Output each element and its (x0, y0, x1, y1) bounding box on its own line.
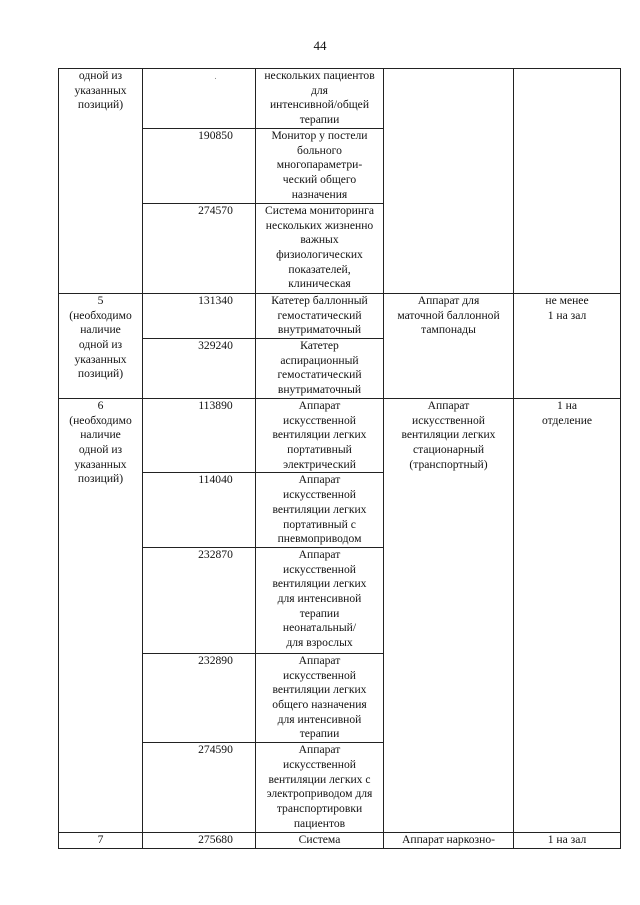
table-row (59, 398, 621, 473)
name-cell: Аппарат искусственной вентиляции легких с электроприводом для транспортировки пациентов (256, 743, 384, 833)
table-row (59, 293, 621, 338)
table-row (59, 833, 621, 849)
code-cell: 113890 (143, 398, 256, 473)
name-cell: Аппарат искусственной вентиляции легких для интенсивной терапии неонатальный/ для взрослых (256, 547, 384, 653)
group-label-cell: 5 (необходимо наличие одной из указанных позиций) (59, 293, 143, 398)
name-cell: Аппарат искусственной вентиляции легких портативный электрический (256, 398, 384, 473)
code-cell: . (143, 69, 256, 129)
quantity-cell: 1 на зал (514, 833, 621, 849)
code-cell: 274570 (143, 203, 256, 293)
code-cell: 131340 (143, 293, 256, 338)
name-cell: Монитор у постели больного многопараметри- ческий общего назначения (256, 128, 384, 203)
group-label-cell: 7 (59, 833, 143, 849)
quantity-cell: не менее 1 на зал (514, 293, 621, 398)
quantity-cell: 1 на отделение (514, 398, 621, 832)
equipment-cell: Аппарат наркозно- (384, 833, 514, 849)
name-cell: Аппарат искусственной вентиляции легких общего назначения для интенсивной терапии (256, 653, 384, 742)
group-label-cell: одной из указанных позиций) (59, 69, 143, 294)
name-cell: Система мониторинга нескольких жизненно важных физиологических показателей, клиническая (256, 203, 384, 293)
code-cell: 114040 (143, 473, 256, 548)
name-cell: Катетер аспирационный гемостатический внутриматочный (256, 338, 384, 398)
name-cell: Система (256, 833, 384, 849)
code-cell: 232870 (143, 547, 256, 653)
table-row (59, 69, 621, 129)
code-cell: 274590 (143, 743, 256, 833)
code-cell: 190850 (143, 128, 256, 203)
name-cell: Катетер баллонный гемостатический внутриматочный (256, 293, 384, 338)
group-label-cell: 6 (необходимо наличие одной из указанных позиций) (59, 398, 143, 832)
name-cell: нескольких пациентов для интенсивной/общей терапии (256, 69, 384, 129)
quantity-cell (514, 69, 621, 294)
equipment-cell: Аппарат для маточной баллонной тампонады (384, 293, 514, 398)
code-cell: 329240 (143, 338, 256, 398)
name-cell: Аппарат искусственной вентиляции легких портативный с пневмоприводом (256, 473, 384, 548)
equipment-table (58, 68, 621, 849)
equipment-cell (384, 69, 514, 294)
equipment-cell: Аппарат искусственной вентиляции легких стационарный (транспортный) (384, 398, 514, 832)
code-cell: 232890 (143, 653, 256, 742)
code-cell: 275680 (143, 833, 256, 849)
page-number: 44 (313, 38, 327, 53)
